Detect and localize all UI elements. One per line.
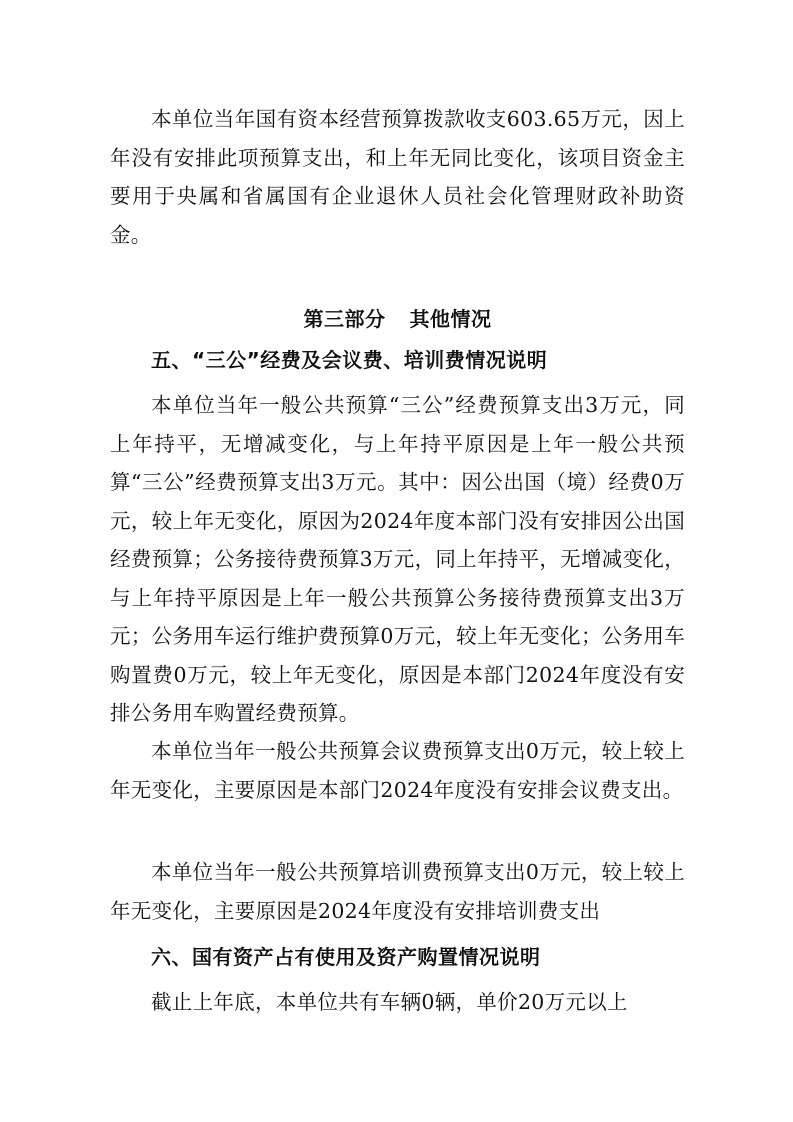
paragraph-training-expenses: 本单位当年一般公共预算培训费预算支出0万元，较上较上年无变化，主要原因是2024年度没有安排培训费支出 [110,860,685,923]
paragraph-vehicles: 截止上年底，本单位共有车辆0辆，单价20万元以上 [151,990,628,1014]
heading-three-public-expenses: 五、“三公”经费及会议费、培训费情况说明 [151,348,548,372]
paragraph-three-public-expenses: 本单位当年一般公共预算“三公”经费预算支出3万元，同上年持平，无增减变化，与上年持平原因是上年一般公共预算“三公”经费预算支出3万元。其中：因公出国（境）经费0万元，较上年无变化，原因为2024年度本部门没有安排因公出国经费预算；公务接待费预算3万元，同上年持平，无增减变化，与上年持平原因是上年一般公共预算公务接待费预算支出3万元；公务用车运行维护费预算0万元，较上年无变化；公务用车购置费0万元，较上年无变化，原因是本部门2024年度没有安排公务用车购置经费预算。 [110,393,685,725]
section-title-part-three [110,300,685,338]
section-title-text: 其他情况 [409,307,492,331]
paragraph-meeting-expenses: 本单位当年一般公共预算会议费预算支出0万元，较上较上年无变化，主要原因是本部门2024年度没有安排会议费支出。 [110,739,685,802]
paragraph-state-capital-budget: 本单位当年国有资本经营预算拨款收支603.65万元，因上年没有安排此项预算支出，和上年无同比变化，该项目资金主要用于央属和省属国有企业退休人员社会化管理财政补助资金。 [110,107,685,247]
heading-state-assets: 六、国有资产占有使用及资产购置情况说明 [151,945,541,969]
section-title-number: 第三部分 [303,307,386,331]
